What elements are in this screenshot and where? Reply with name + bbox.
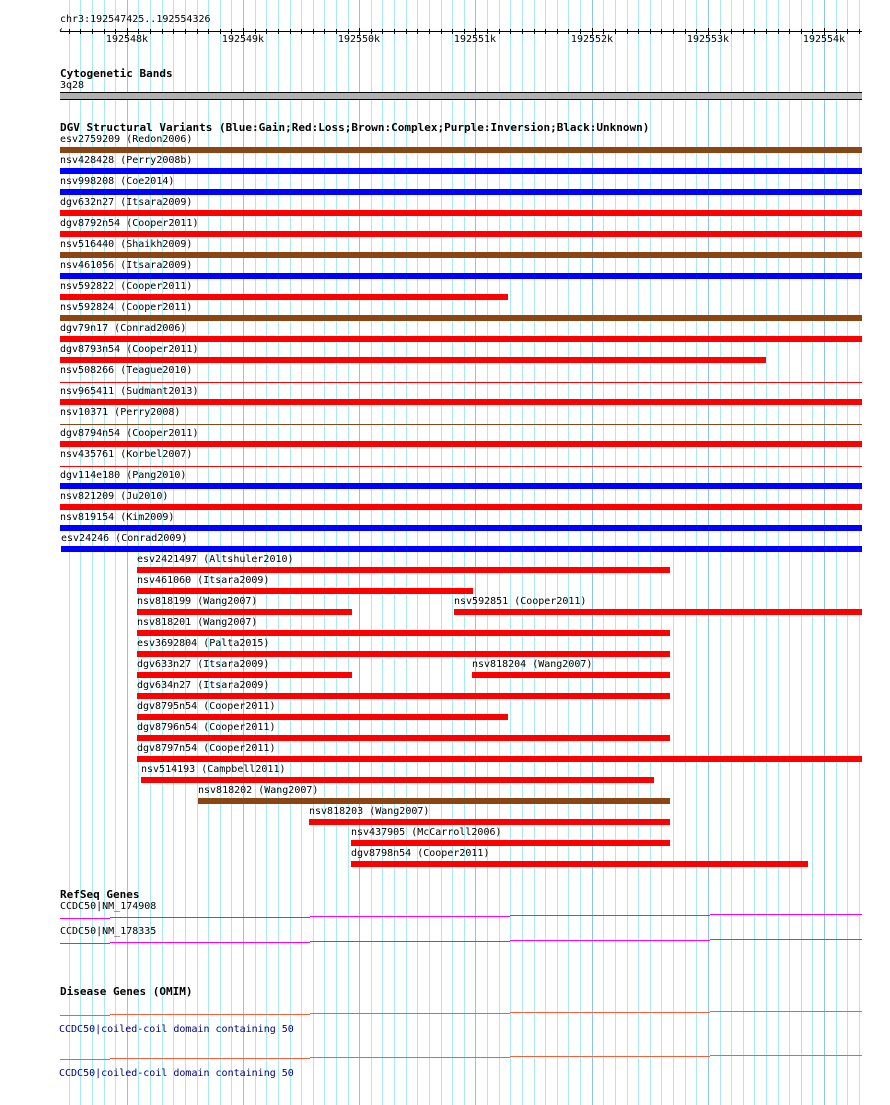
variant-label[interactable]: esv3692804 (Palta2015)	[137, 638, 270, 649]
variant-label[interactable]: esv24246 (Conrad2009)	[61, 533, 188, 544]
variant-bar[interactable]	[60, 466, 862, 467]
variant-bar[interactable]	[60, 210, 862, 216]
dgv-title: DGV Structural Variants (Blue:Gain;Red:Loss;Brown:Complex;Purple:Inversion;Black:Unknown)	[60, 121, 650, 134]
grid-line	[255, 0, 256, 1105]
refseq-gene-line[interactable]	[210, 917, 310, 918]
refseq-gene-line[interactable]	[410, 916, 510, 917]
variant-label[interactable]: dgv633n27 (Itsara2009)	[137, 659, 270, 670]
grid-line	[441, 0, 442, 1105]
location-label: chr3:192547425..192554326	[60, 14, 211, 25]
variant-bar[interactable]	[60, 504, 862, 510]
omim-gene-line[interactable]	[610, 1012, 710, 1013]
variant-label[interactable]: dgv79n17 (Conrad2006)	[60, 323, 187, 334]
omim-gene-line[interactable]	[310, 1057, 410, 1058]
cytoband-label: 3q28	[60, 80, 85, 91]
ruler-tick	[789, 29, 790, 34]
ruler-tick	[185, 29, 186, 34]
variant-bar[interactable]	[137, 714, 508, 720]
refseq-gene-line[interactable]	[110, 917, 210, 918]
variant-bar[interactable]	[60, 525, 862, 531]
variant-bar[interactable]	[60, 294, 508, 300]
ruler-tick-label: 192551k	[453, 34, 497, 45]
variant-bar[interactable]	[60, 441, 862, 447]
ruler-tick	[313, 29, 314, 34]
variant-bar[interactable]	[60, 357, 766, 363]
ruler-tick	[499, 29, 500, 34]
variant-label[interactable]: dgv8797n54 (Cooper2011)	[137, 743, 276, 754]
variant-label[interactable]: nsv821209 (Ju2010)	[60, 491, 169, 502]
refseq-gene-line[interactable]	[810, 914, 862, 915]
refseq-gene-line[interactable]	[610, 915, 710, 916]
variant-bar[interactable]	[351, 840, 670, 846]
ruler-left-arrow-icon[interactable]: ‹	[58, 25, 65, 36]
ruler-tick	[766, 29, 767, 34]
ruler-tick	[545, 29, 546, 34]
grid-line	[208, 0, 209, 1105]
grid-line	[278, 0, 279, 1105]
ruler-tick	[382, 29, 383, 34]
grid-line	[452, 0, 453, 1105]
variant-bar[interactable]	[137, 693, 670, 699]
refseq-gene-line[interactable]	[60, 918, 110, 919]
variant-label[interactable]: dgv8796n54 (Cooper2011)	[137, 722, 276, 733]
omim-gene-line[interactable]	[210, 1014, 310, 1015]
grid-line	[301, 0, 302, 1105]
ruler-tick	[324, 29, 325, 34]
grid-line	[429, 0, 430, 1105]
variant-bar[interactable]	[454, 609, 862, 615]
ruler-tick	[731, 29, 732, 34]
grid-line	[231, 0, 232, 1105]
variant-label[interactable]: nsv514193 (Campbell2011)	[141, 764, 286, 775]
variant-bar[interactable]	[60, 424, 862, 425]
ruler-tick	[266, 29, 267, 34]
grid-line	[394, 0, 395, 1105]
ruler-tick	[92, 29, 93, 34]
variant-bar[interactable]	[198, 798, 670, 804]
variant-label[interactable]: nsv592822 (Cooper2011)	[60, 281, 193, 292]
grid-line	[464, 0, 465, 1105]
variant-bar[interactable]	[60, 483, 862, 489]
refseq-gene-line[interactable]	[810, 939, 862, 940]
ruler-tick	[638, 29, 639, 34]
variant-label[interactable]: nsv965411 (Sudmant2013)	[60, 386, 199, 397]
grid-line	[406, 0, 407, 1105]
variant-bar[interactable]	[137, 735, 670, 741]
omim-gene-label[interactable]: CCDC50|coiled-coil domain containing 50	[59, 1068, 294, 1079]
ruler-tick	[743, 29, 744, 34]
variant-label[interactable]: nsv435761 (Korbel2007)	[60, 449, 193, 460]
variant-label[interactable]: dgv8798n54 (Cooper2011)	[351, 848, 490, 859]
grid-line	[336, 0, 337, 1105]
ruler-tick	[406, 29, 407, 34]
omim-gene-line[interactable]	[810, 1011, 862, 1012]
grid-line	[359, 0, 360, 1105]
variant-label[interactable]: nsv592851 (Cooper2011)	[454, 596, 587, 607]
ruler-tick	[80, 29, 81, 34]
ruler-tick	[522, 29, 523, 34]
ruler-tick	[301, 29, 302, 34]
variant-bar[interactable]	[60, 231, 862, 237]
cytoband-bar[interactable]	[60, 92, 862, 100]
ruler-tick-label: 192549k	[221, 34, 265, 45]
variant-label[interactable]: dgv634n27 (Itsara2009)	[137, 680, 270, 691]
variant-label[interactable]: nsv818202 (Wang2007)	[198, 785, 319, 796]
variant-label[interactable]: nsv818203 (Wang2007)	[309, 806, 430, 817]
ruler-tick	[429, 29, 430, 34]
variant-bar[interactable]	[60, 273, 862, 279]
variant-label[interactable]: nsv461060 (Itsara2009)	[137, 575, 270, 586]
variant-label[interactable]: nsv461056 (Itsara2009)	[60, 260, 193, 271]
ruler-line	[60, 31, 862, 32]
variant-label[interactable]: dgv8795n54 (Cooper2011)	[137, 701, 276, 712]
variant-label[interactable]: esv2421497 (Altshuler2010)	[137, 554, 294, 565]
grid-line	[348, 0, 349, 1105]
variant-bar[interactable]	[137, 609, 352, 615]
ruler-tick	[290, 29, 291, 34]
variant-label[interactable]: nsv998208 (Coe2014)	[60, 176, 175, 187]
variant-bar[interactable]	[309, 819, 670, 825]
ruler-tick	[615, 29, 616, 34]
grid-line	[417, 0, 418, 1105]
variant-bar[interactable]	[60, 147, 862, 153]
omim-gene-line[interactable]	[60, 1015, 110, 1016]
refseq-gene-line[interactable]	[210, 942, 310, 943]
ruler-tick	[627, 29, 628, 34]
grid-line	[487, 0, 488, 1105]
omim-gene-line[interactable]	[310, 1013, 410, 1014]
grid-line	[475, 0, 476, 1105]
variant-bar[interactable]	[60, 315, 862, 321]
grid-line	[324, 0, 325, 1105]
variant-bar[interactable]	[60, 382, 862, 383]
variant-label[interactable]: nsv818204 (Wang2007)	[472, 659, 593, 670]
ruler-tick	[661, 29, 662, 34]
omim-gene-line[interactable]	[210, 1058, 310, 1059]
ruler-tick-label: 192550k	[337, 34, 381, 45]
omim-gene-line[interactable]	[710, 1011, 810, 1012]
cytoband-title: Cytogenetic Bands	[60, 67, 173, 80]
variant-bar[interactable]	[137, 567, 670, 573]
ruler-tick	[441, 29, 442, 34]
ruler-tick-label: 192548k	[105, 34, 149, 45]
grid-line	[243, 0, 244, 1105]
ruler-tick	[394, 29, 395, 34]
ruler-tick	[534, 29, 535, 34]
refseq-gene-line[interactable]	[510, 940, 610, 941]
refseq-gene-line[interactable]	[610, 940, 710, 941]
omim-title: Disease Genes (OMIM)	[60, 985, 193, 998]
variant-bar[interactable]	[137, 756, 862, 762]
ruler-tick	[557, 29, 558, 34]
omim-gene-label[interactable]: CCDC50|coiled-coil domain containing 50	[59, 1024, 294, 1035]
ruler-tick-label: 192552k	[570, 34, 614, 45]
variant-bar[interactable]	[472, 672, 670, 678]
variant-bar[interactable]	[137, 672, 352, 678]
variant-bar[interactable]	[60, 168, 862, 174]
variant-label[interactable]: dgv8792n54 (Cooper2011)	[60, 218, 199, 229]
omim-gene-line[interactable]	[810, 1055, 862, 1056]
variant-label[interactable]: dgv8794n54 (Cooper2011)	[60, 428, 199, 439]
ruler-tick	[197, 29, 198, 34]
variant-label[interactable]: dgv8793n54 (Cooper2011)	[60, 344, 199, 355]
ruler-tick	[778, 29, 779, 34]
variant-label[interactable]: nsv818201 (Wang2007)	[137, 617, 258, 628]
ruler-tick	[510, 29, 511, 34]
variant-bar[interactable]	[351, 861, 808, 867]
variant-label[interactable]: nsv437905 (McCarroll2006)	[351, 827, 502, 838]
grid-line	[290, 0, 291, 1105]
variant-label[interactable]: esv2759209 (Redon2006)	[60, 134, 193, 145]
omim-gene-line[interactable]	[60, 1059, 110, 1060]
variant-bar[interactable]	[137, 588, 473, 594]
refseq-gene-line[interactable]	[410, 941, 510, 942]
variant-label[interactable]: dgv632n27 (Itsara2009)	[60, 197, 193, 208]
omim-gene-line[interactable]	[110, 1058, 210, 1059]
variant-bar[interactable]	[141, 777, 654, 783]
variant-bar[interactable]	[60, 399, 862, 405]
refseq-gene-line[interactable]	[710, 914, 810, 915]
ruler-tick	[173, 29, 174, 34]
ruler-tick	[650, 29, 651, 34]
variant-bar[interactable]	[60, 252, 862, 258]
refseq-gene-line[interactable]	[60, 943, 110, 944]
grid-line	[220, 0, 221, 1105]
variant-bar[interactable]	[137, 630, 670, 636]
ruler-tick-label: 192554k	[802, 34, 846, 45]
refseq-gene-label[interactable]: CCDC50|NM_178335	[60, 926, 157, 937]
variant-label[interactable]: dgv114e180 (Pang2010)	[60, 470, 187, 481]
ruler-tick	[847, 29, 848, 34]
variant-bar[interactable]	[137, 651, 670, 657]
refseq-gene-line[interactable]	[710, 939, 810, 940]
variant-label[interactable]: nsv818199 (Wang2007)	[137, 596, 258, 607]
grid-line	[197, 0, 198, 1105]
refseq-gene-line[interactable]	[110, 942, 210, 943]
grid-line	[313, 0, 314, 1105]
variant-label[interactable]: nsv516440 (Shaikh2009)	[60, 239, 193, 250]
ruler-tick-label: 192553k	[686, 34, 730, 45]
refseq-gene-line[interactable]	[310, 941, 410, 942]
refseq-gene-label[interactable]: CCDC50|NM_174908	[60, 901, 157, 912]
grid-line	[382, 0, 383, 1105]
omim-gene-line[interactable]	[410, 1013, 510, 1014]
variant-label[interactable]: nsv508266 (Teague2010)	[60, 365, 193, 376]
omim-gene-line[interactable]	[610, 1056, 710, 1057]
ruler-tick	[859, 29, 860, 34]
refseq-gene-line[interactable]	[310, 916, 410, 917]
omim-gene-line[interactable]	[510, 1056, 610, 1057]
ruler-tick	[568, 29, 569, 34]
grid-line	[266, 0, 267, 1105]
variant-bar[interactable]	[60, 189, 862, 195]
omim-gene-line[interactable]	[710, 1055, 810, 1056]
variant-bar[interactable]	[61, 546, 862, 552]
ruler-tick	[673, 29, 674, 34]
grid-line	[371, 0, 372, 1105]
ruler-tick	[162, 29, 163, 34]
ruler-tick	[208, 29, 209, 34]
omim-gene-line[interactable]	[110, 1014, 210, 1015]
ruler-tick	[278, 29, 279, 34]
refseq-title: RefSeq Genes	[60, 888, 140, 901]
ruler-tick	[754, 29, 755, 34]
variant-label[interactable]: nsv428428 (Perry2008b)	[60, 155, 193, 166]
grid-line	[499, 0, 500, 1105]
variant-label[interactable]: nsv819154 (Kim2009)	[60, 512, 175, 523]
ruler-tick	[69, 29, 70, 34]
variant-label[interactable]: nsv592824 (Cooper2011)	[60, 302, 193, 313]
refseq-gene-line[interactable]	[510, 915, 610, 916]
variant-label[interactable]: nsv10371 (Perry2008)	[60, 407, 181, 418]
ruler-tick	[417, 29, 418, 34]
variant-bar[interactable]	[60, 336, 862, 342]
omim-gene-line[interactable]	[410, 1057, 510, 1058]
omim-gene-line[interactable]	[510, 1012, 610, 1013]
ruler-tick	[150, 29, 151, 34]
